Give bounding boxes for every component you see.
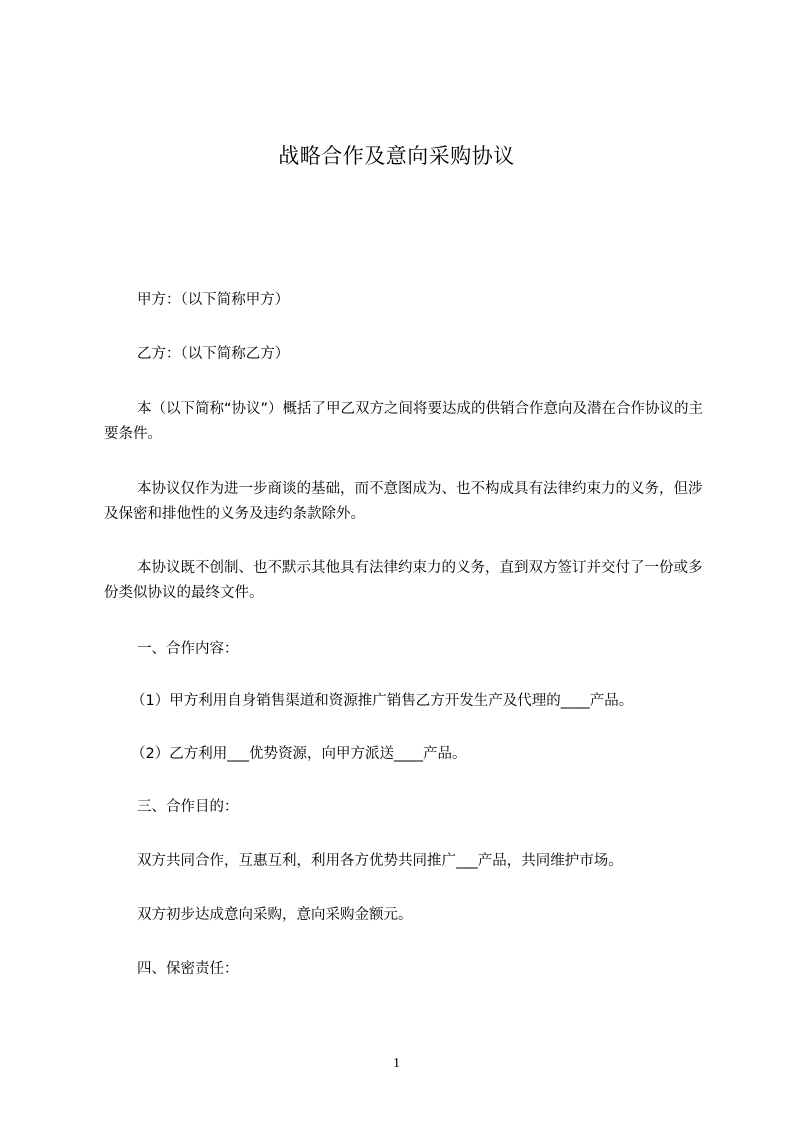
paragraph-no-obligation: 本协议既不创制、也不默示其他具有法律约束力的义务，直到双方签订并交付了一份或多份类似协议的最终文件。 (104, 560, 703, 601)
section-heading-confidentiality: 四、保密责任： (137, 961, 239, 977)
paragraph-nonbinding: 本协议仅作为进一步商谈的基础，而不意图成为、也不构成具有法律约束力的义务，但涉及保密和排他性的义务及违约条款除外。 (104, 481, 703, 522)
document-title: 战略合作及意向采购协议 (278, 144, 515, 168)
cooperation-item-2: （2）乙方利用___优势资源，向甲方派送____产品。 (131, 746, 467, 762)
page-number: 1 (393, 1056, 400, 1071)
purpose-line-2: 双方初步达成意向采购，意向采购金额元。 (137, 907, 413, 923)
paragraph-scope: 本（以下简称“协议”）概括了甲乙双方之间将要达成的供销合作意向及潜在合作协议的主要条件。 (104, 401, 704, 442)
party-a-line: 甲方：（以下简称甲方） (137, 292, 290, 308)
section-heading-purpose: 三、合作目的： (137, 799, 239, 815)
party-b-line: 乙方：（以下简称乙方） (137, 346, 290, 362)
purpose-line-1: 双方共同合作，互惠互利，利用各方优势共同推广___产品，共同维护市场。 (137, 853, 623, 869)
cooperation-item-1: （1）甲方利用自身销售渠道和资源推广销售乙方开发生产及代理的____产品。 (131, 693, 634, 709)
section-heading-cooperation: 一、合作内容： (137, 641, 239, 657)
